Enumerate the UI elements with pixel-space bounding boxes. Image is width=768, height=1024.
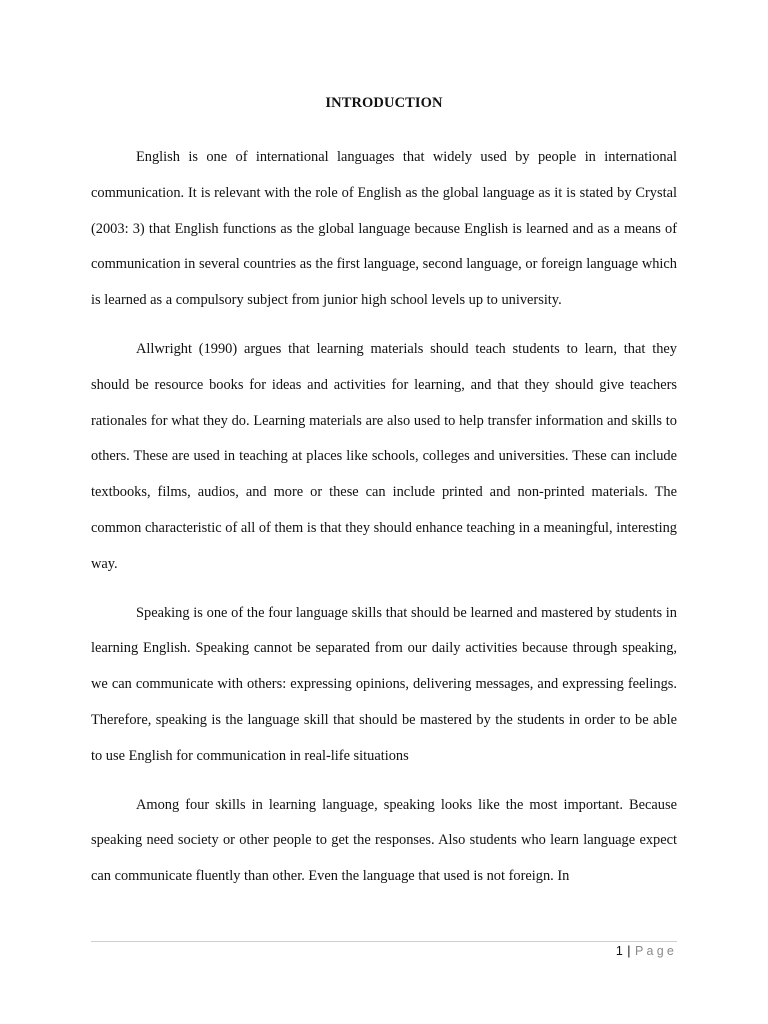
paragraph: Speaking is one of the four language skills that should be learned and mastered by students in learning English. Speaking cannot be separated from our daily activities because through speaking, we can communicate with others: expressing opinions, delivering messages, and expressing feelings. Therefore, speaking is the language skill that should be mastered by the students in order to be able to use English for communication in real-life situations	[91, 604, 677, 764]
paragraph: Allwright (1990) argues that learning materials should teach students to learn, that they should be resource books for ideas and activities for learning, and that they should give teachers rationales for what they do. Learning materials are also used to help transfer information and skills to others. These are used in teaching at places like schools, colleges and universities. These can include textbooks, films, audios, and more or these can include printed and non-printed materials. The common characteristic of all of them is that they should enhance teaching in a meaningful, interesting way.	[91, 340, 677, 572]
page-label: Page	[635, 944, 677, 958]
page-number: 1	[615, 944, 623, 958]
page-footer	[616, 943, 677, 959]
paragraph: English is one of international languages that widely used by people in international communication. It is relevant with the role of English as the global language as it is stated by Crystal (2003: 3) that English functions as the global language because English is learned and as a means of communication in several countries as the first language, second language, or foreign language which is learned as a compulsory subject from junior high school levels up to university.	[91, 149, 677, 309]
paragraph: Among four skills in learning language, speaking looks like the most important. Because speaking need society or other people to get the responses. Also students who learn language expect can communicate fluently than other. Even the language that used is not foreign. In	[91, 796, 677, 885]
page-separator: |	[627, 944, 631, 958]
body-text	[91, 140, 677, 908]
page-title: INTRODUCTION	[325, 95, 443, 111]
footer-divider	[91, 941, 677, 942]
